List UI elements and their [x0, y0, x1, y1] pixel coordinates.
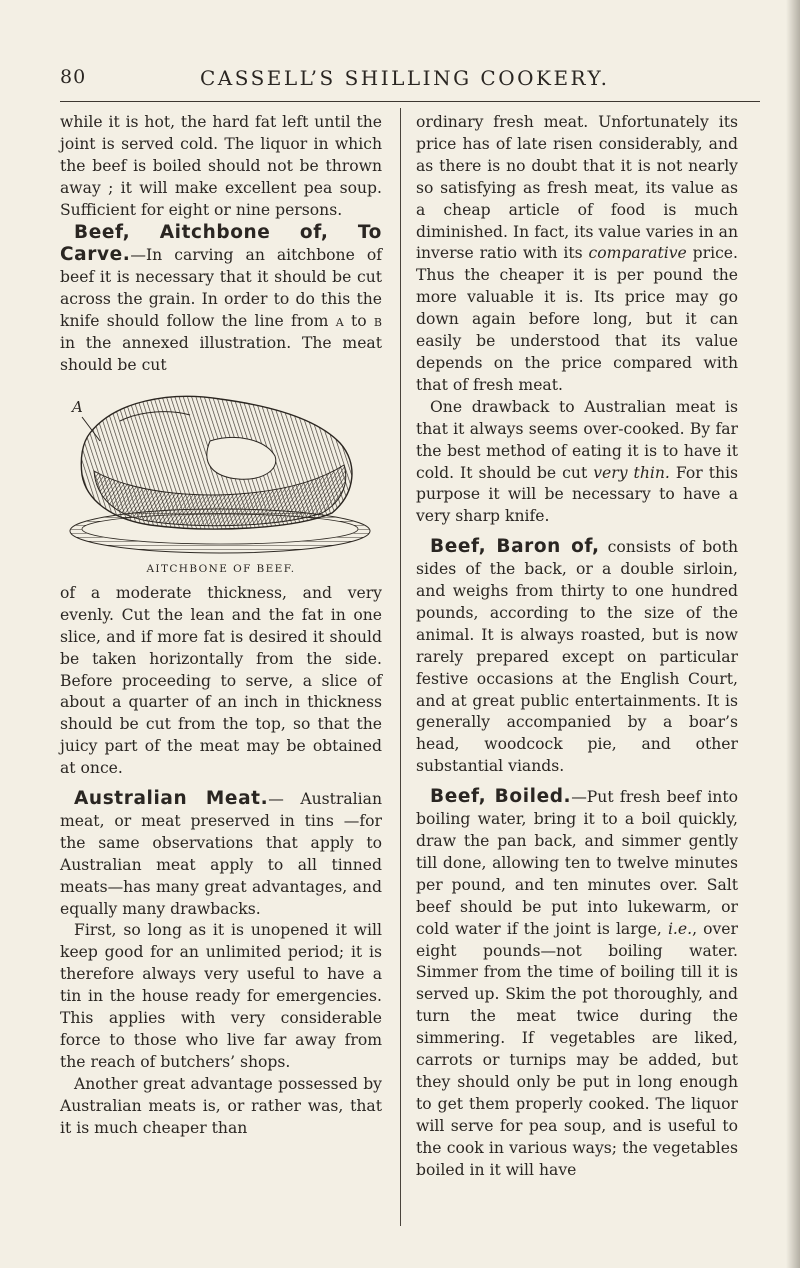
page-header — [60, 60, 760, 100]
entry-australian — [60, 788, 382, 920]
entry-heading-australian: Australian Meat. — [74, 788, 269, 810]
paragraph: Another great advantage possessed by Australian meats is, or rather was, that it is much cheaper than — [60, 1074, 382, 1137]
figure-label-a: A — [72, 397, 83, 416]
entry-text: , over eight pounds—not boiling water. Simmer from the time of boiling till it is served up. Skim the pot thoroughly, and turn the meat twice during the simmering. If vegetables are liked, carrots or turnips may be added, but they should only be put in long enough to get them properly cooked. The liquor will serve for pea soup, and is useful to the cook in various ways; the vegetables boiled in it will have — [416, 919, 738, 1179]
entry-text: One drawback to Australian meat is that it always seems over-cooked. By far the best method of eating it is to have it cold. It should be cut — [416, 397, 738, 482]
entry-aitchbone — [60, 222, 382, 377]
entry-baron — [416, 536, 738, 778]
column-divider — [400, 108, 401, 1226]
left-column — [60, 112, 382, 1140]
header-rule — [60, 101, 760, 102]
page-number: 80 — [60, 66, 87, 88]
entry-text: price. Thus the cheaper it is per pound the more valuable it is. Its price may go down again before long, but it can easily be understood that its value depends on the price compared with that of fresh meat. — [416, 244, 738, 394]
italic-text: comparative — [588, 244, 687, 263]
entry-heading-boiled: Beef, Boiled. — [430, 786, 572, 808]
running-title: CASSELL’S SHILLING COOKERY. — [200, 66, 610, 90]
italic-text: very thin. — [593, 463, 670, 482]
entry-text: to — [343, 312, 374, 331]
entry-text: — Australian meat, or meat preserved in tins —for the same observations that apply to Australian meat apply to all tinned meats—has many great advantages, and equally many drawbacks. — [60, 790, 382, 918]
entry-text: in the annexed illustration. The meat should be cut — [60, 334, 382, 374]
paragraph — [416, 397, 738, 528]
figure-caption: AITCHBONE OF BEEF. — [146, 562, 296, 575]
right-column — [416, 112, 738, 1182]
letter-a: a — [335, 312, 344, 331]
entry-text: —Put fresh beef into boiling water, bring it to a boil quickly, draw the pan back, and simmer gently till done, allowing ten to twelve minutes per pound, and ten minutes over. Salt beef should be put into lukewarm, or cold water if the joint is large, — [416, 788, 739, 938]
entry-text: consists of both sides of the back, or a double sirloin, and weighs from thirty to one hundred pounds, according to the size of the animal. It is always roasted, but is now rarely prepared except on particular festive occasions at the English Court, and at great public entertainments. It is generally accompanied by a boar’s head, woodcock pie, and other substantial viands. — [416, 538, 738, 776]
italic-text: i.e. — [667, 919, 693, 938]
paragraph: of a moderate thickness, and very evenly. Cut the lean and the fat in one slice, and if more fat is desired it should be taken horizontally from the side. Before proceeding to serve, a slice of about a quarter of an inch in thickness should be cut from the top, so that the juicy part of the meat may be obtained at once. — [60, 583, 382, 778]
entry-heading-baron: Beef, Baron of, — [430, 536, 600, 558]
entry-text: —In carving an aitchbone of beef it is necessary that it should be cut across the grain. In order to do this the knife should follow the line from — [60, 246, 382, 331]
page-edge-shadow — [786, 0, 800, 1268]
entry-text: ordinary fresh meat. Unfortunately its price has of late risen considerably, and as there is no doubt that it is not nearly so satisfying as fresh meat, its value as a cheap article of food is much diminished. In fact, its value varies in an inverse ratio with its — [416, 113, 738, 263]
paragraph: First, so long as it is unopened it will keep good for an unlimited period; it is therefore always very useful to have a tin in the house ready for emergencies. This applies with very considerable force to those who live far away from the reach of butchers’ shops. — [60, 921, 382, 1071]
entry-text: For this purpose it will be necessary to have a very sharp knife. — [416, 463, 738, 526]
paragraph-continuation — [416, 112, 738, 397]
entry-boiled — [416, 786, 738, 1181]
letter-b: b — [373, 312, 382, 331]
paragraph-continuation: while it is hot, the hard fat left until the joint is served cold. The liquor in which the beef is boiled should not be thrown away ; it will make excellent pea soup. Sufficient for eight or nine persons. — [60, 113, 382, 219]
entry-heading-aitchbone: Beef, Aitchbone of, To Carve. — [60, 221, 382, 266]
aitchbone-engraving — [60, 381, 382, 557]
aitchbone-illustration — [60, 381, 382, 579]
